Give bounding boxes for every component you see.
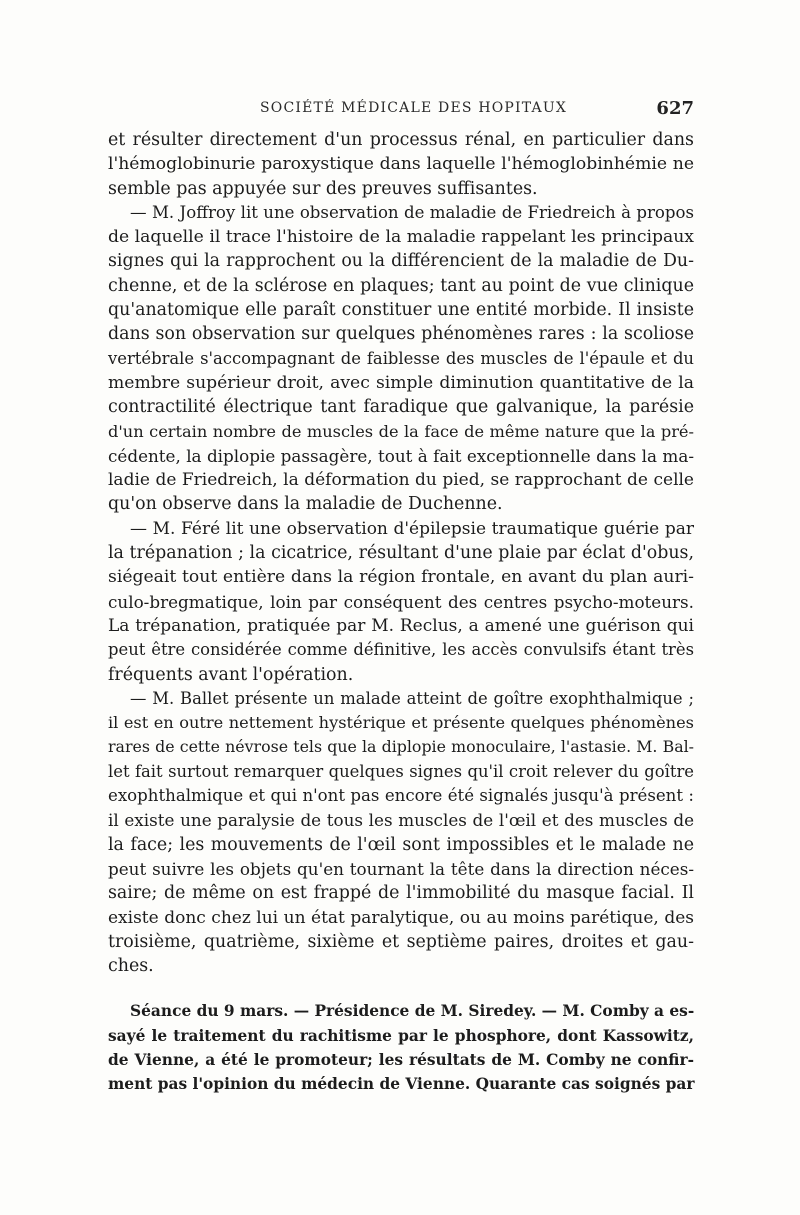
text-line: il existe une paralysie de tous les muscles de l'œil et des muscles de bbox=[108, 810, 694, 831]
text-line: la face; les mouvements de l'œil sont impossibles et le malade ne bbox=[108, 834, 694, 855]
text-line: ment pas l'opinion du médecin de Vienne. Quarante cas soignés par bbox=[108, 1075, 695, 1094]
text-line: semble pas appuyée sur des preuves suffisantes. bbox=[108, 178, 538, 199]
text-line: fréquents avant l'opération. bbox=[108, 664, 354, 685]
text-line: siégeait tout entière dans la région frontale, en avant du plan auri- bbox=[108, 567, 694, 588]
text-line: vertébrale s'accompagnant de faiblesse des muscles de l'épaule et du bbox=[108, 348, 694, 368]
page-header bbox=[108, 98, 694, 122]
text-line: existe donc chez lui un état paralytique, ou au moins parétique, des bbox=[108, 907, 694, 928]
text-line: La trépanation, pratiquée par M. Reclus, a amené une guérison qui bbox=[108, 615, 694, 636]
text-line: la trépanation ; la cicatrice, résultant d'une plaie par éclat d'obus, bbox=[108, 543, 694, 564]
body-text bbox=[108, 128, 694, 1097]
text-line: — M. Féré lit une observation d'épilepsie traumatique guérie par bbox=[130, 518, 694, 539]
text-line: troisième, quatrième, sixième et septième paires, droites et gau- bbox=[108, 931, 694, 952]
text-line: qu'on observe dans la maladie de Duchenne. bbox=[108, 494, 503, 515]
text-line: peut suivre les objets qu'en tournant la tête dans la direction néces- bbox=[108, 858, 694, 879]
text-line: signes qui la rapprochent ou la différencient de la maladie de Du- bbox=[108, 251, 694, 272]
text-line: let fait surtout remarquer quelques signes qu'il croit relever du goître bbox=[108, 761, 694, 781]
paragraph-continuation bbox=[108, 128, 694, 201]
text-line: de laquelle il trace l'histoire de la maladie rappelant les principaux bbox=[108, 227, 694, 248]
running-head: SOCIÉTÉ MÉDICALE DES HOPITAUX bbox=[260, 100, 568, 116]
text-line: et résulter directement d'un processus rénal, en particulier dans bbox=[108, 130, 694, 150]
text-line: exophthalmique et qui n'ont pas encore été signalés jusqu'à présent : bbox=[108, 786, 694, 806]
paragraph-seance bbox=[108, 999, 694, 1096]
section-gap bbox=[108, 978, 694, 999]
text-line: qu'anatomique elle paraît constituer une entité morbide. Il insiste bbox=[108, 300, 694, 321]
paragraph-ballet bbox=[108, 687, 694, 979]
text-line: sayé le traitement du rachitisme par le phosphore, dont Kassowitz, bbox=[108, 1026, 694, 1045]
text-line: contractilité électrique tant faradique que galvanique, la parésie bbox=[108, 397, 694, 418]
text-line: ches. bbox=[108, 956, 154, 977]
text-line: d'un certain nombre de muscles de la face de même nature que la pré- bbox=[108, 421, 694, 441]
paragraph-fere bbox=[108, 517, 694, 687]
text-line: — M. Ballet présente un malade atteint de goître exophthalmique ; bbox=[130, 688, 694, 708]
text-line: ladie de Friedreich, la déformation du pied, se rapprochant de celle bbox=[108, 470, 694, 491]
text-line: il est en outre nettement hystérique et présente quelques phénomènes bbox=[108, 713, 694, 733]
paragraph-joffroy bbox=[108, 201, 694, 517]
page-number: 627 bbox=[656, 98, 694, 119]
text-line: dans son observation sur quelques phénomènes rares : la scoliose bbox=[108, 324, 694, 345]
text-line: Séance du 9 mars. — Présidence de M. Siredey. — M. Comby a es- bbox=[130, 1002, 695, 1021]
text-line: rares de cette névrose tels que la diplopie monoculaire, l'astasie. M. Bal- bbox=[108, 737, 694, 757]
text-line: saire; de même on est frappé de l'immobilité du masque facial. Il bbox=[108, 883, 694, 904]
text-line: — M. Joffroy lit une observation de maladie de Friedreich à propos bbox=[130, 202, 694, 222]
text-line: de Vienne, a été le promoteur; les résultats de M. Comby ne confir- bbox=[108, 1050, 694, 1069]
text-line: membre supérieur droit, avec simple diminution quantitative de la bbox=[108, 372, 694, 393]
text-line: cédente, la diplopie passagère, tout à fait exceptionnelle dans la ma- bbox=[108, 445, 694, 466]
text-line: l'hémoglobinurie paroxystique dans laquelle l'hémoglobinhémie ne bbox=[108, 154, 694, 175]
text-line: culo-bregmatique, loin par conséquent des centres psycho-moteurs. bbox=[108, 591, 694, 612]
text-line: chenne, et de la sclérose en plaques; tant au point de vue clinique bbox=[108, 275, 694, 296]
text-line: peut être considérée comme définitive, les accès convulsifs étant très bbox=[108, 640, 694, 660]
